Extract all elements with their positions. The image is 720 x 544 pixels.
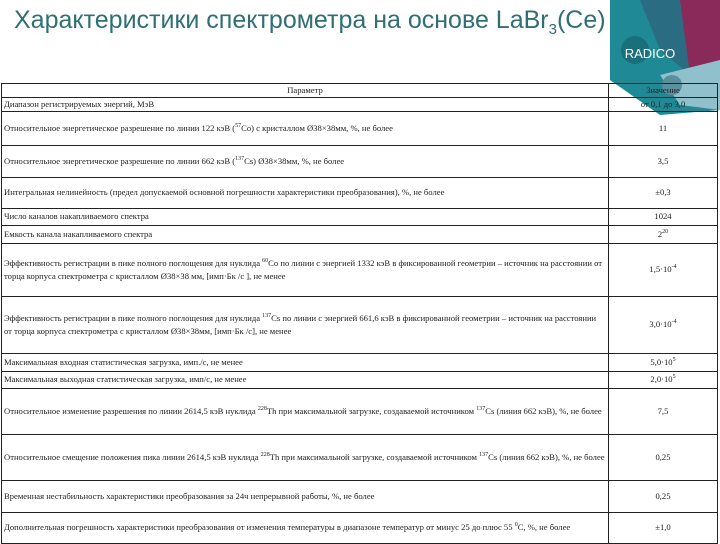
text: Th при максимальной загрузке, создаваемой источником: [266, 405, 477, 416]
text: 3,5: [657, 155, 669, 166]
text: Cs (линия 662 кэВ), %, не более: [488, 451, 605, 462]
text: С, %, не более: [517, 522, 571, 533]
table-row: [2, 97, 718, 111]
text: Эффективность регистрации в пике полного поглощения для нуклида: [4, 257, 263, 268]
table-row: [2, 145, 718, 177]
text: Co по линии с энергией 1332 кэВ в фиксированной геометрии – источник на расстоянии от торца корпуса спектрометра с кристаллом Ø38×38 мм, [имп·Бк /с ], не менее: [4, 257, 603, 281]
text: 5,0·10: [650, 356, 673, 367]
superscript: 137: [262, 313, 272, 320]
superscript: 137: [476, 405, 486, 412]
table-row: [2, 434, 718, 480]
superscript: -4: [671, 319, 677, 326]
table-row: [2, 512, 718, 543]
superscript: 0: [514, 522, 518, 529]
text: ±1,0: [655, 522, 671, 533]
value-cell: [609, 208, 718, 225]
superscript: 57: [235, 122, 242, 129]
value-cell: [609, 371, 718, 388]
value-cell: [609, 296, 718, 353]
superscript: 5: [672, 356, 676, 363]
text: Диапазон регистрируемых энергий, МэВ: [4, 98, 155, 109]
value-cell: [609, 243, 718, 296]
svg-text:RADICO: RADICO: [624, 46, 676, 61]
text: Эффективность регистрации в пике полного поглощения для нуклида: [4, 312, 263, 323]
text: Cs (линия 662 кэВ), %, не более: [485, 405, 602, 416]
param-cell: [2, 480, 609, 512]
superscript: 20: [662, 228, 669, 235]
text: 0,25: [655, 451, 671, 462]
text: Число каналов накапливаемого спектра: [4, 211, 149, 222]
param-cell: [2, 243, 609, 296]
title-subscript: 3: [548, 21, 557, 38]
param-cell: [2, 388, 609, 434]
table-row: [2, 225, 718, 243]
value-cell: [609, 512, 718, 543]
param-cell: [2, 371, 609, 388]
param-cell: [2, 97, 609, 111]
param-cell: [2, 177, 609, 208]
text: Емкость канала накапливаемого спектра: [4, 228, 153, 239]
value-cell: [609, 353, 718, 371]
superscript: 60: [262, 258, 269, 265]
param-cell: [2, 111, 609, 145]
value-cell: [609, 434, 718, 480]
superscript: 5: [672, 374, 676, 381]
header-value: Значение: [609, 84, 718, 98]
superscript: 228: [260, 451, 270, 458]
table-row: [2, 296, 718, 353]
param-cell: [2, 225, 609, 243]
superscript: 137: [235, 155, 245, 162]
superscript: -4: [671, 264, 677, 271]
text: Cs) Ø38×38мм, %, не более: [244, 155, 345, 166]
text: Интегральная нелинейность (предел допускаемой основной погрешности характеристики преобразования), %, не более: [4, 187, 445, 198]
text: 2,0·10: [650, 374, 673, 385]
text: Th при максимальной загрузке, создаваемой источником: [269, 451, 480, 462]
superscript: 137: [479, 451, 489, 458]
table-header: [2, 84, 718, 98]
header-param: Параметр: [2, 84, 609, 98]
text: 0,25: [655, 490, 671, 501]
text: от 0,1 до 3,0: [640, 98, 686, 109]
text: Cs по линии с энергией 661,6 кэВ в фиксированной геометрии – источник на расстоянии от торца корпуса спектрометра с кристаллом Ø38×38мм, [имп·Бк /с], не менее: [4, 312, 597, 336]
title-tail: (Ce): [556, 6, 606, 34]
text: 11: [658, 122, 668, 133]
table-row: [2, 208, 718, 225]
text: Относительное энергетическое разрешение по линии 122 кэВ (: [4, 122, 236, 133]
param-cell: [2, 145, 609, 177]
table-row: [2, 111, 718, 145]
table-row: [2, 177, 718, 208]
slide-title: [14, 6, 606, 38]
text: Максимальная выходная статистическая загрузка, имп/с, не менее: [4, 374, 247, 385]
text: 2: [657, 228, 663, 239]
text: Максимальная входная статистическая загрузка, имп./с, не менее: [4, 356, 243, 367]
value-cell: [609, 145, 718, 177]
text: Дополнительная погрешность характеристики преобразования от изменения температуры в диапазоне температур от минус 25 до плюс 55: [4, 522, 515, 533]
text: Временная нестабильность характеристики преобразования за 24ч непрерывной работы, %, не более: [4, 490, 375, 501]
param-cell: [2, 512, 609, 543]
value-cell: [609, 111, 718, 145]
param-cell: [2, 434, 609, 480]
table-row: [2, 480, 718, 512]
text: Co) с кристаллом Ø38×38мм, %, не более: [241, 122, 393, 133]
text: 3,0·10: [649, 319, 672, 330]
value-cell: [609, 177, 718, 208]
table-row: [2, 353, 718, 371]
title-text: Характеристики спектрометра на основе LaBr: [14, 6, 549, 34]
specs-table: [1, 83, 718, 544]
param-cell: [2, 296, 609, 353]
text: 7,5: [657, 405, 669, 416]
text: Относительное изменение разрешения по линии 2614,5 кэВ нуклида: [4, 405, 258, 416]
value-cell: [609, 388, 718, 434]
text: ±0,3: [655, 187, 671, 198]
superscript: 228: [257, 405, 267, 412]
text: 1,5·10: [649, 264, 672, 275]
text: 1024: [654, 211, 672, 222]
value-cell: [609, 97, 718, 111]
param-cell: [2, 208, 609, 225]
text: Относительное смещение положения пика линии 2614,5 кэВ нуклида: [4, 451, 261, 462]
text: Относительное энергетическое разрешение по линии 662 кэВ (: [4, 155, 236, 166]
table-row: [2, 243, 718, 296]
param-cell: [2, 353, 609, 371]
table-row: [2, 371, 718, 388]
value-cell: [609, 225, 718, 243]
table-row: [2, 388, 718, 434]
value-cell: [609, 480, 718, 512]
